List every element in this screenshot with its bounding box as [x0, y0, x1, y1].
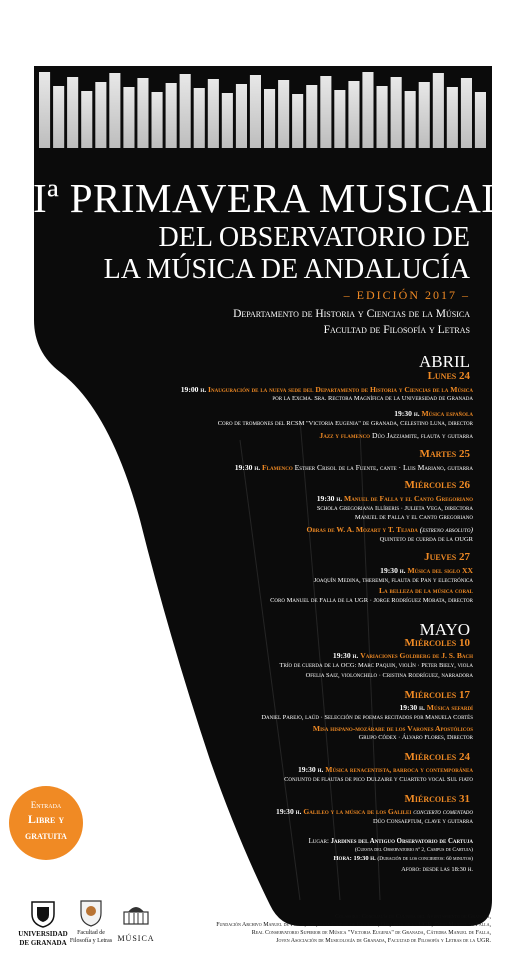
event-title: Variaciones Goldberg de J. S. Bach [360, 651, 473, 660]
piano-key [264, 89, 275, 148]
title-line-3: LA MÚSICA DE ANDALUCÍA [103, 254, 470, 285]
piano-key [39, 72, 50, 148]
piano-key [152, 92, 163, 148]
day-miercoles-26: Miércoles 26 [404, 479, 470, 491]
event-detail: Daniel Parejo, laúd · Selección de poemas recitados por Manuela Cortés [261, 714, 473, 721]
logo-faculty-line1: Facultad de [77, 930, 105, 936]
day-miercoles-17: Miércoles 17 [404, 689, 470, 701]
title-line-1: Iª PRIMAVERA MUSICAL [33, 175, 507, 221]
month-abril: ABRIL [419, 352, 470, 371]
piano-key [109, 73, 120, 148]
event-title: Galileo y la música de los Galilei [303, 807, 412, 816]
piano-key [391, 77, 402, 148]
piano-key [250, 75, 261, 148]
logo-faculty-line2: Filosofía y Letras [69, 938, 113, 944]
venue-label: Lugar: [308, 838, 329, 845]
event-time: 19:30 h. [380, 566, 406, 575]
piano-key [306, 85, 317, 148]
department-line: Departamento de Historia y Ciencias de la Música [233, 308, 470, 320]
event-flamenco [70, 463, 473, 472]
piano-key [81, 91, 92, 148]
event-title: La belleza de la música coral [378, 586, 473, 595]
faculty-seal-icon [78, 898, 104, 928]
piano-key [292, 94, 303, 148]
event-detail: Conjunto de flautas de pico Dulzaire y Cuarteto vocal Sul fiato [284, 776, 473, 783]
event-goldberg [70, 651, 473, 660]
event-title: Inauguración de la nueva sede del Departamento de Historia y Ciencias de la Música [208, 385, 473, 394]
piano-key [348, 81, 359, 148]
piano-key [447, 87, 458, 148]
event-title: Misa hispano-mozárabe de los Varones Apostólicos [312, 724, 473, 733]
day-jueves-27: Jueves 27 [424, 551, 470, 563]
event-time: 19:30 h. [276, 807, 302, 816]
badge-line-2: Libre y [27, 812, 65, 826]
venue-name: Jardines del Antiguo Observatorio de Cartuja [330, 838, 473, 845]
event-inauguracion [70, 385, 473, 394]
piano-key [208, 79, 219, 148]
badge-line-3: gratuita [25, 828, 67, 842]
piano-key [166, 83, 177, 148]
title-line-2: DEL OBSERVATORIO DE [158, 222, 470, 253]
collab-line-2: Fundación Archivo Manuel de Falla, Orquesta Ciudad de Granada, Orquesta de la UGR, Coro Manuel de Falla, [216, 922, 491, 928]
piano-key [419, 82, 430, 148]
day-miercoles-10: Miércoles 10 [404, 637, 470, 649]
event-musica-espanola [70, 409, 473, 418]
observatory-building-icon [120, 900, 152, 928]
event-time: 19:30 h. [316, 494, 343, 503]
month-mayo: MAYO [419, 620, 470, 639]
event-renacentista [70, 765, 473, 774]
event-title: Música sefardí [426, 703, 473, 712]
event-title: Música renacentista, barroca y contemporánea [325, 765, 473, 774]
event-title: Música del siglo XX [407, 566, 473, 575]
collab-line-4: Joven Asociación de Musicología de Granada, Facultad de Filosofía y Letras de la UGR. [276, 938, 491, 944]
time-label: Hora: 19:30 h. [333, 855, 376, 862]
event-title: Flamenco [262, 463, 293, 472]
event-title: Jazz y flamenco [319, 431, 371, 440]
event-galileo [70, 807, 473, 816]
event-time: 19:30 h. [332, 651, 359, 660]
event-detail: Dúo Jazzjamite, flauta y guitarra [371, 431, 473, 440]
event-detail: Coro Manuel de Falla de la UGR · Jorge Rodríguez Morata, director [270, 597, 473, 604]
event-detail: Ofelia Saiz, violonchelo · Cristina Rodríguez, narradora [305, 672, 473, 679]
event-time: 19:30 h. [297, 765, 324, 774]
event-title: Obras de W. A. Mozart y T. Tejada [306, 525, 418, 534]
piano-key [137, 78, 148, 148]
event-misa-mozarabe [70, 724, 473, 733]
faculty-line: Facultad de Filosofía y Letras [323, 324, 470, 336]
event-siglo-xx [70, 566, 473, 575]
event-time: 19:00 h. [180, 385, 207, 394]
event-time: 19:30 h. [399, 703, 425, 712]
event-detail: Grupo Códex · Álvaro Flores, Director [358, 734, 473, 741]
piano-key [362, 72, 373, 148]
event-detail: Manuel de Falla y el Canto Gregoriano [354, 514, 473, 521]
event-falla-gregoriano [70, 494, 473, 503]
event-detail: Esther Crisol de la Fuente, cante · Luis Mariano, guitarra [294, 463, 473, 472]
piano-key [475, 92, 486, 148]
event-detail: Joaquín Medina, theremin, flauta de Pan y electrónica [313, 577, 473, 584]
piano-key [405, 91, 416, 148]
logo-musica: MÚSICA [117, 934, 155, 943]
piano-key [377, 86, 388, 148]
piano-key [53, 86, 64, 148]
piano-key [236, 84, 247, 148]
event-note: concierto comentado [413, 807, 473, 816]
event-detail: Coro de trombones del RCSM "Victoria Eugenia" de Granada, Celestino Luna, director [217, 420, 473, 427]
event-musica-coral [70, 586, 473, 595]
piano-key [180, 74, 191, 148]
event-detail: Dúo Consaeptum, clave y guitarra [373, 818, 473, 825]
piano-key [194, 88, 205, 148]
event-time: 19:30 h. [394, 409, 420, 418]
piano-key [95, 82, 106, 148]
free-entry-badge [9, 786, 83, 860]
piano-key [461, 78, 472, 148]
piano-key [123, 87, 134, 148]
piano-key [320, 76, 331, 148]
day-lunes-24: Lunes 24 [427, 370, 470, 382]
event-detail: Quinteto de cuerda de la OUGR [379, 536, 473, 543]
event-detail: por la Excma. Sra. Rectora Magnífica de la Universidad de Granada [272, 395, 473, 402]
duration-note: (Duración de los conciertos: 60 minutos) [377, 856, 473, 862]
logo-ugr-line2: DE GRANADA [19, 939, 67, 947]
piano-key [433, 73, 444, 148]
event-jazz-flamenco [70, 431, 473, 440]
event-title: Manuel de Falla y el Canto Gregoriano [344, 494, 473, 503]
edition-label: – EDICIÓN 2017 – [343, 288, 470, 302]
event-detail: Trío de cuerda de la OCG: Marc Paquin, violín · Peter Biely, viola [279, 662, 473, 669]
event-sefardi [70, 703, 473, 712]
piano-key [67, 77, 78, 148]
piano-key [278, 80, 289, 148]
piano-key [334, 90, 345, 148]
time-line [70, 855, 473, 862]
event-note: (estreno absoluto) [419, 525, 473, 534]
venue-address: (Cuesta del Observatorio nº 2, Campus de Cartuja) [354, 847, 473, 853]
day-martes-25: Martes 25 [419, 448, 470, 460]
event-title: Música española [421, 409, 473, 418]
collab-line-1: Colabora: Concejalía de Cultura del Ayuntamiento de Granada, [335, 914, 491, 920]
logo-ugr-line1: UNIVERSIDAD [18, 930, 68, 938]
aforo-line: Aforo: desde las 18:30 h. [401, 866, 473, 873]
day-miercoles-31: Miércoles 31 [404, 793, 470, 805]
event-detail: Schola Gregoriana Illíberis · Julieta Vega, directora [316, 505, 473, 512]
venue-line [70, 838, 473, 845]
event-mozart-tejada [70, 525, 473, 534]
collab-line-3: Real Conservatorio Superior de Música "Victoria Eugenia" de Granada, Cátedra Manuel de Falla, [251, 930, 491, 936]
piano-key [222, 93, 233, 148]
badge-line-1: Entrada [30, 800, 62, 810]
university-crest-icon [28, 898, 58, 928]
event-time: 19:30 h. [234, 463, 261, 472]
day-miercoles-24: Miércoles 24 [404, 751, 470, 763]
